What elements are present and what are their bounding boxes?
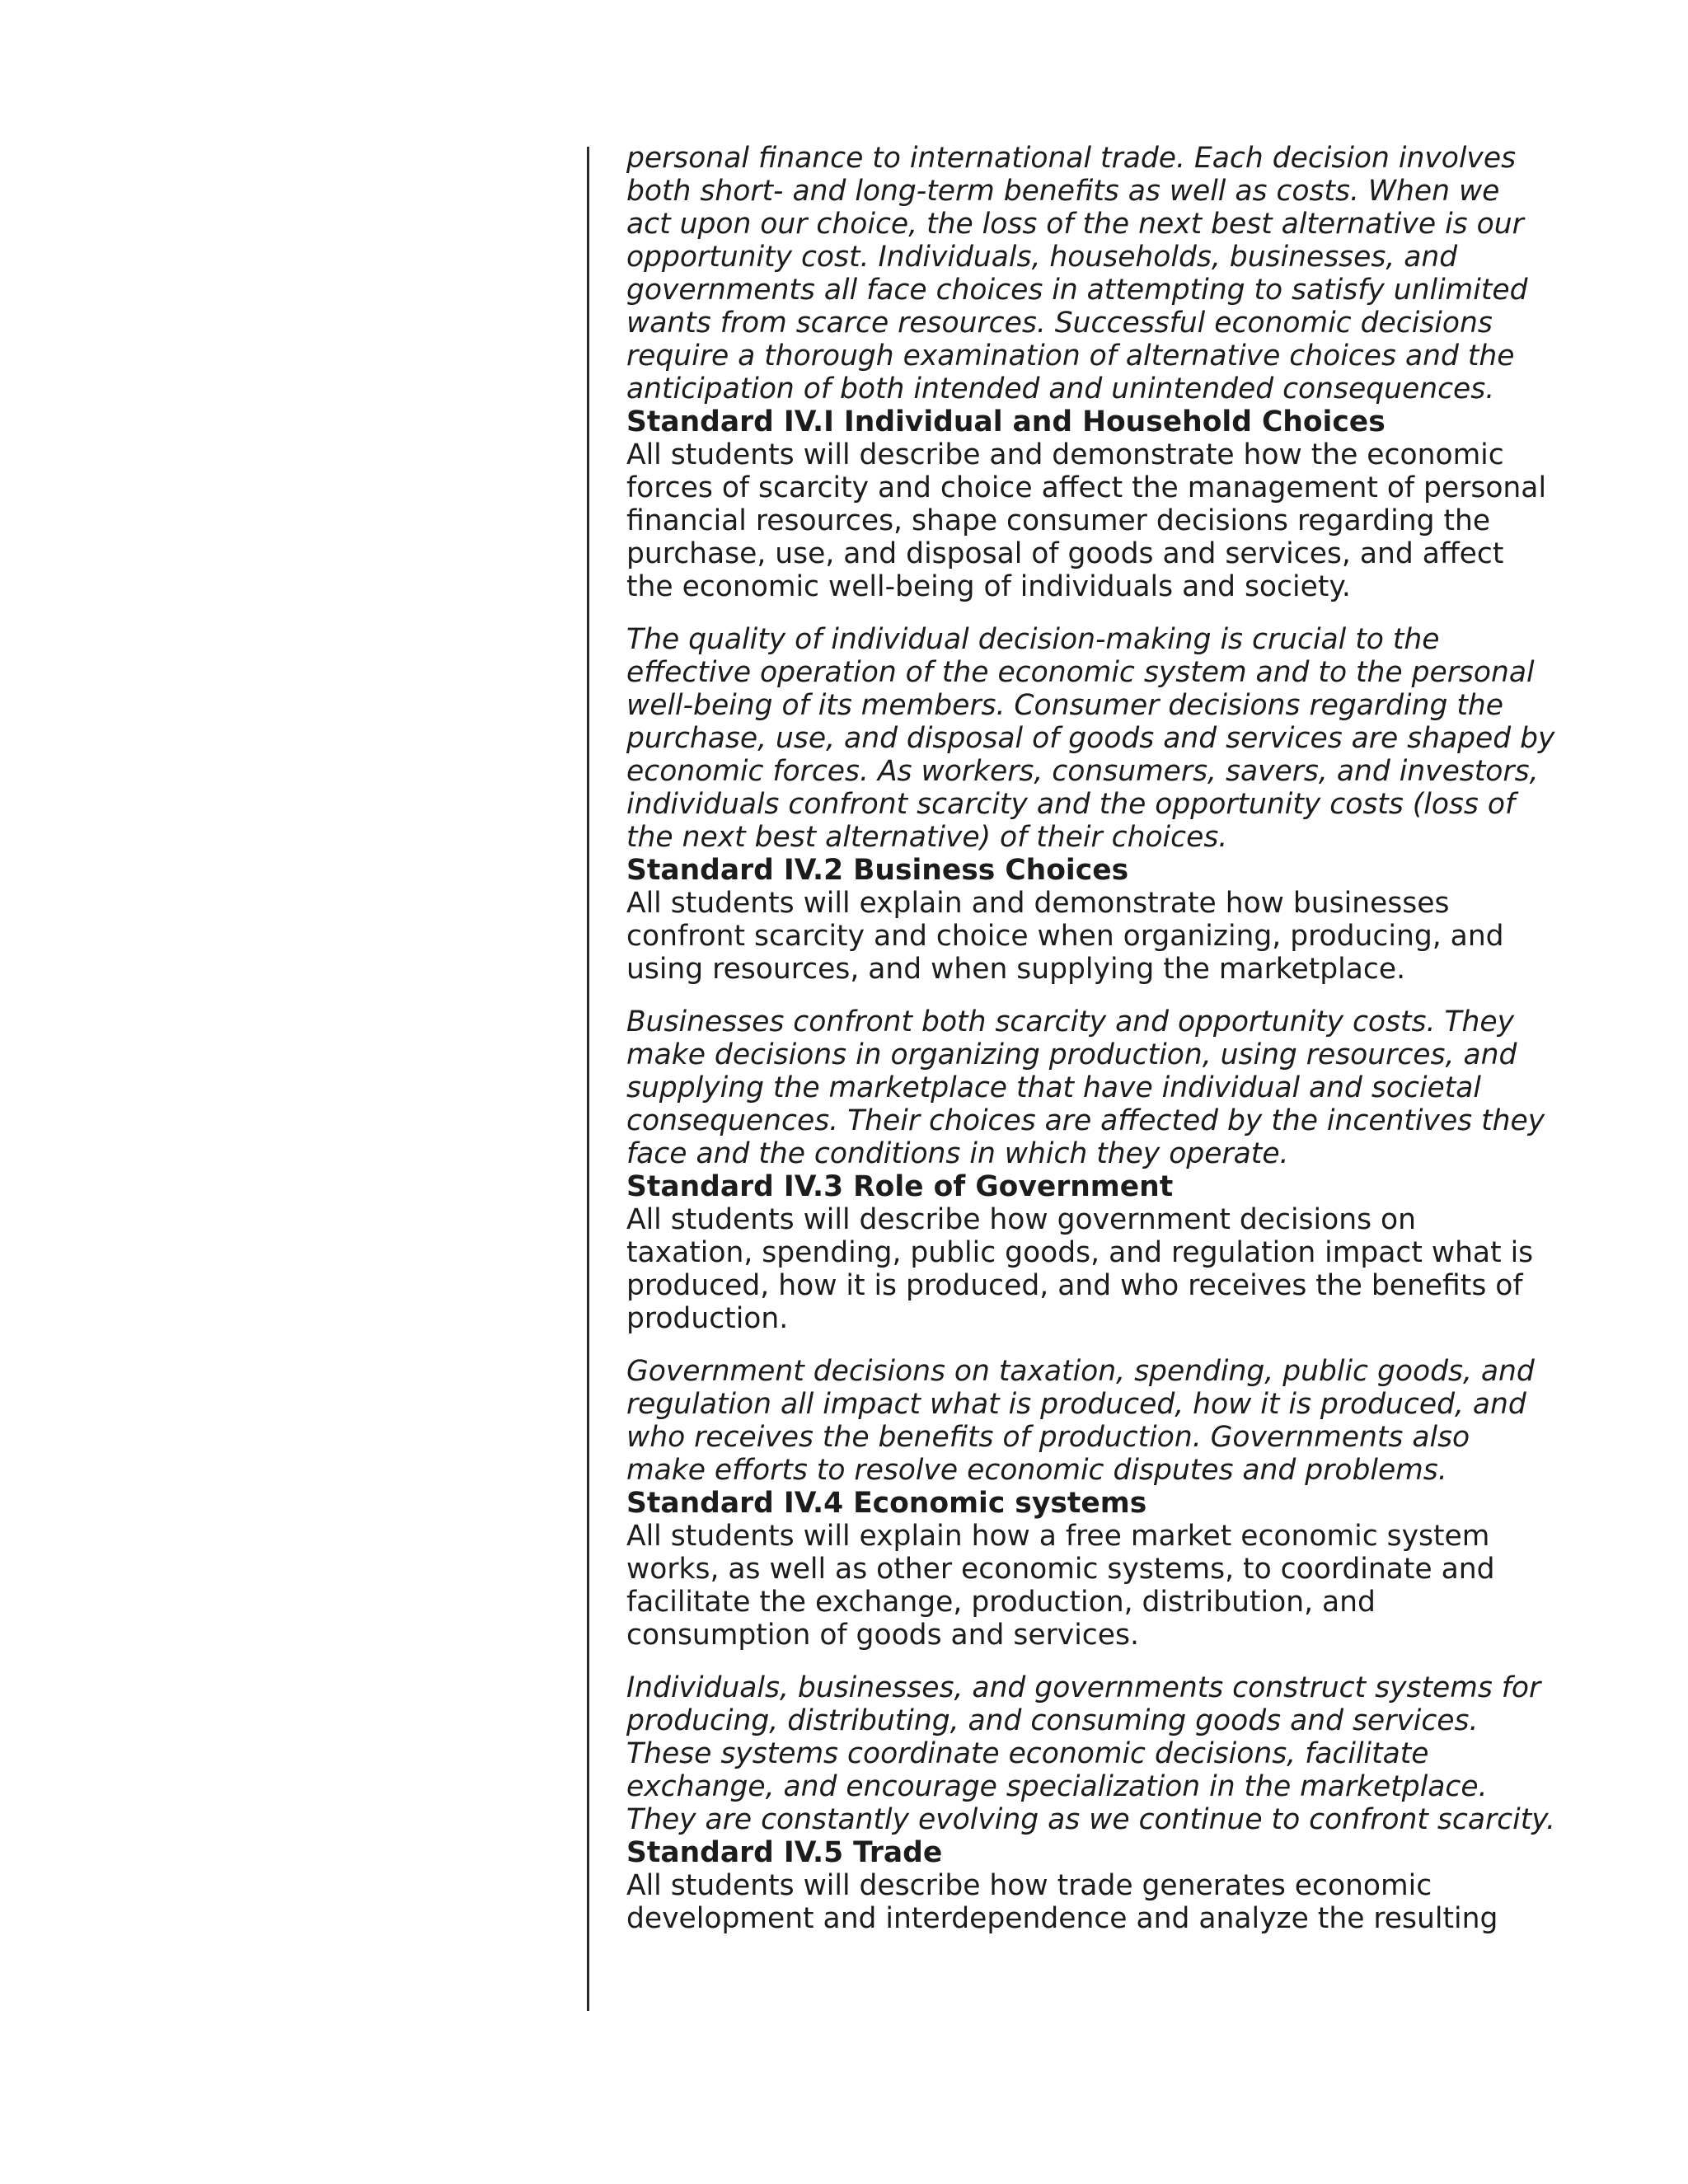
text-line: works, as well as other economic systems, to coordinate and bbox=[626, 1553, 1495, 1586]
standard-statement bbox=[626, 887, 1533, 986]
text-line: producing, distributing, and consuming goods and services. bbox=[626, 1704, 1479, 1737]
text-line: The quality of individual decision-making is crucial to the bbox=[626, 623, 1440, 656]
standard-heading: Standard IV.I Individual and Household Choices bbox=[626, 405, 1386, 438]
text-line: face and the conditions in which they operate. bbox=[626, 1137, 1289, 1170]
margin-rule bbox=[587, 147, 589, 2011]
text-line: forces of scarcity and choice affect the management of personal bbox=[626, 471, 1547, 504]
text-line: the economic well-being of individuals and society. bbox=[626, 570, 1351, 603]
text-line: economic forces. As workers, consumers, savers, and investors, bbox=[626, 755, 1539, 788]
text-line: both short- and long-term benefits as well as costs. When we bbox=[626, 175, 1500, 208]
text-line: production. bbox=[626, 1302, 789, 1335]
text-line: regulation all impact what is produced, how it is produced, and bbox=[626, 1388, 1526, 1421]
standard-heading: Standard IV.3 Role of Government bbox=[626, 1170, 1174, 1203]
text-line: facilitate the exchange, production, distribution, and bbox=[626, 1586, 1376, 1619]
text-line: make efforts to resolve economic disputes and problems. bbox=[626, 1454, 1447, 1487]
standard-heading: Standard IV.2 Business Choices bbox=[626, 854, 1129, 887]
standard-statement bbox=[626, 438, 1547, 603]
standard-heading: Standard IV.4 Economic systems bbox=[626, 1487, 1147, 1520]
text-line: confront scarcity and choice when organizing, producing, and bbox=[626, 920, 1504, 953]
text-line: produced, how it is produced, and who receives the benefits of bbox=[626, 1269, 1523, 1302]
standard-statement bbox=[626, 1520, 1533, 1652]
text-line: personal finance to international trade. Each decision involves bbox=[626, 142, 1517, 175]
text-line: supplying the marketplace that have individual and societal bbox=[626, 1071, 1482, 1104]
text-line: purchase, use, and disposal of goods and services, and affect bbox=[626, 537, 1504, 570]
standard-description bbox=[626, 1671, 1555, 1836]
text-line: purchase, use, and disposal of goods and services are shaped by bbox=[626, 722, 1555, 755]
text-line: Government decisions on taxation, spending, public goods, and bbox=[626, 1355, 1535, 1388]
text-line: All students will describe and demonstrate how the economic bbox=[626, 438, 1504, 471]
text-line: Individuals, businesses, and governments construct systems for bbox=[626, 1671, 1541, 1704]
standard-description bbox=[626, 1005, 1545, 1170]
text-line: consumption of goods and services. bbox=[626, 1619, 1139, 1652]
text-line: act upon our choice, the loss of the next best alternative is our bbox=[626, 208, 1524, 241]
text-line: consequences. Their choices are affected by the incentives they bbox=[626, 1104, 1545, 1137]
text-line: governments all face choices in attempting to satisfy unlimited bbox=[626, 274, 1528, 307]
text-line: well-being of its members. Consumer decisions regarding the bbox=[626, 689, 1503, 722]
document-body bbox=[626, 142, 1555, 1935]
text-line: effective operation of the economic system and to the personal bbox=[626, 656, 1535, 689]
text-line: development and interdependence and analyze the resulting bbox=[626, 1902, 1498, 1935]
text-line: anticipation of both intended and unintended consequences. bbox=[626, 373, 1495, 405]
text-line: using resources, and when supplying the marketplace. bbox=[626, 953, 1406, 986]
standard-section bbox=[626, 1487, 1555, 1836]
standard-statement bbox=[626, 1203, 1533, 1335]
standard-statement bbox=[626, 1869, 1533, 1935]
text-line: individuals confront scarcity and the opportunity costs (loss of bbox=[626, 788, 1516, 821]
text-line: taxation, spending, public goods, and regulation impact what is bbox=[626, 1236, 1534, 1269]
text-line: financial resources, shape consumer decisions regarding the bbox=[626, 504, 1491, 537]
text-line: require a thorough examination of alternative choices and the bbox=[626, 340, 1515, 373]
standard-description bbox=[626, 1355, 1533, 1487]
standard-heading: Standard IV.5 Trade bbox=[626, 1836, 943, 1869]
text-line: These systems coordinate economic decisions, facilitate bbox=[626, 1737, 1429, 1770]
standard-section bbox=[626, 1836, 1533, 1935]
intro-paragraph bbox=[626, 142, 1533, 405]
text-line: All students will describe how trade generates economic bbox=[626, 1869, 1432, 1902]
text-line: opportunity cost. Individuals, households, businesses, and bbox=[626, 241, 1458, 274]
standard-section bbox=[626, 405, 1555, 854]
text-line: wants from scarce resources. Successful economic decisions bbox=[626, 307, 1493, 340]
text-line: exchange, and encourage specialization in the marketplace. bbox=[626, 1770, 1488, 1803]
text-line: make decisions in organizing production, using resources, and bbox=[626, 1038, 1517, 1071]
text-line: Businesses confront both scarcity and opportunity costs. They bbox=[626, 1005, 1515, 1038]
standard-description bbox=[626, 623, 1555, 854]
standard-section bbox=[626, 1170, 1533, 1487]
text-line: All students will explain how a free market economic system bbox=[626, 1520, 1490, 1553]
text-line: the next best alternative) of their choices. bbox=[626, 821, 1228, 854]
standard-section bbox=[626, 854, 1545, 1170]
text-line: who receives the benefits of production. Governments also bbox=[626, 1421, 1470, 1454]
text-line: All students will explain and demonstrate how businesses bbox=[626, 887, 1450, 920]
text-line: They are constantly evolving as we continue to confront scarcity. bbox=[626, 1803, 1555, 1836]
text-line: All students will describe how government decisions on bbox=[626, 1203, 1416, 1236]
